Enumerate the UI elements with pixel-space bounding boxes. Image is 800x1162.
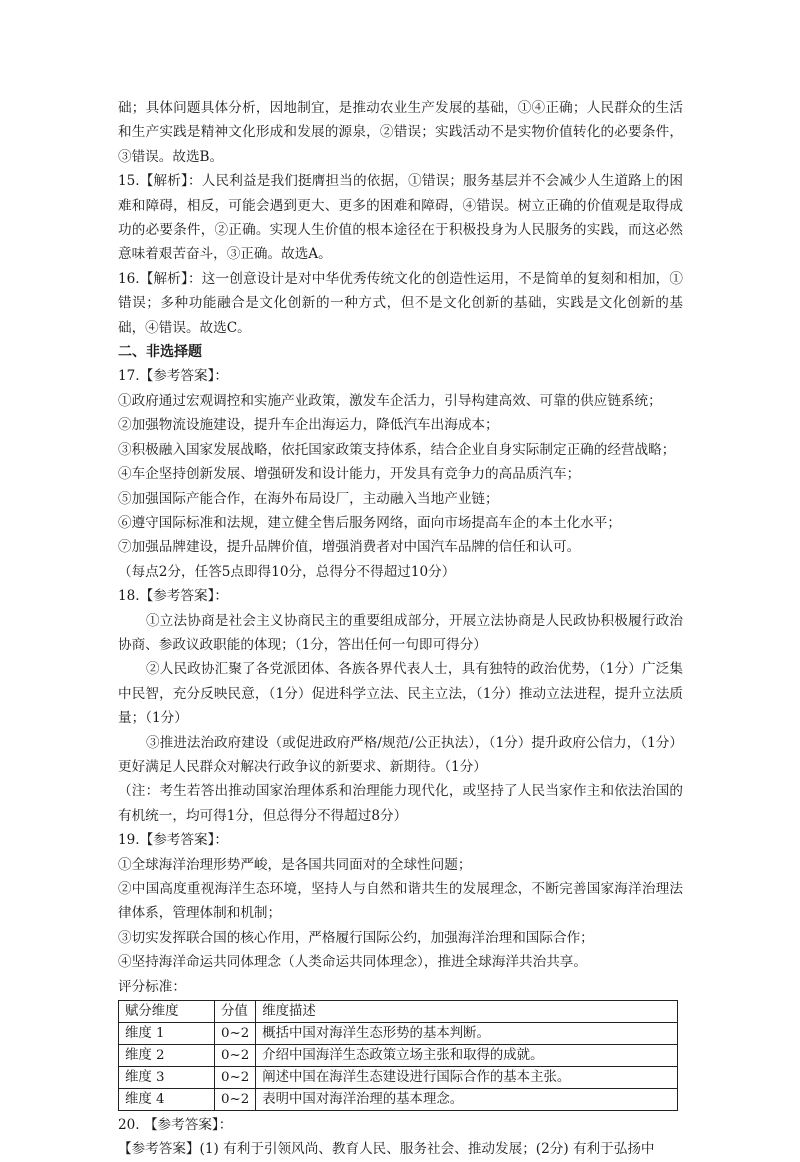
- table-row: [119, 1089, 678, 1111]
- q17-point-1: ①政府通过宏观调控和实施产业政策，激发车企活力，引导构建高效、可靠的供应链系统；: [118, 392, 662, 409]
- q19-point-1: ①全球海洋治理形势严峻，是各国共同面对的全球性问题；: [118, 856, 472, 873]
- q18-heading: 18.【参考答案】：: [118, 588, 228, 605]
- table-row: [119, 1067, 678, 1089]
- q18-note: （注：考生若答出推动国家治理体系和治理能力现代化，或坚持了人民当家作主和依法治国的有机统一，均可得1分，但总得分不得超过8分）: [118, 783, 683, 824]
- q19-point-4: ④坚持海洋命运共同体理念（人类命运共同体理念），推进全球海洋共治共享。: [118, 954, 587, 971]
- q17-point-5: ⑤加强国际产能合作，在海外布局设厂，主动融入当地产业链；: [118, 490, 499, 507]
- paragraph-16: 16.【解析】：这一创意设计是对中华优秀传统文化的创造性运用，不是简单的复刻和相加，①错误；多种功能融合是文化创新的一种方式，但不是文化创新的基础，实践是文化创新的基础，④错误。故选C。: [118, 270, 683, 336]
- q20-text: 【参考答案】(1) 有利于引领风尚、教育人民、服务社会、推动发展；(2分) 有利于弘扬中: [118, 1141, 655, 1158]
- q19-point-2: ②中国高度重视海洋生态环境，坚持人与自然和谐共生的发展理念，不断完善国家海洋治理法律体系，管理体制和机制；: [118, 881, 683, 922]
- table-row: [119, 1045, 678, 1067]
- paragraph-14-end: 础；具体问题具体分析，因地制宜，是推动农业生产发展的基础，①④正确；人民群众的生活和生产实践是精神文化形成和发展的源泉，②错误；实践活动不是实物价值转化的必要条件，③错误。故选B。: [118, 100, 683, 165]
- table-header-cell: 赋分维度: [119, 1001, 215, 1023]
- table-row: [119, 1023, 678, 1045]
- q17-heading: 17.【参考答案】：: [118, 368, 228, 385]
- table-cell: 0~2: [215, 1089, 256, 1111]
- table-cell: 维度 4: [119, 1089, 215, 1111]
- table-cell: 维度 1: [119, 1023, 215, 1045]
- table-header-cell: 维度描述: [256, 1001, 678, 1023]
- q17-point-6: ⑥遵守国际标准和法规，建立健全售后服务网络，面向市场提高车企的本土化水平；: [118, 514, 621, 531]
- table-cell: 0~2: [215, 1023, 256, 1045]
- table-header-cell: 分值: [215, 1001, 256, 1023]
- q17-note: （每点2分，任答5点即得10分，总得分不得超过10分）: [118, 563, 456, 580]
- table-cell: 概括中国对海洋生态形势的基本判断。: [256, 1023, 678, 1045]
- q17-point-3: ③积极融入国家发展战略，依托国家政策支持体系，结合企业自身实际制定正确的经营战略；: [118, 441, 676, 458]
- table-cell: 介绍中国海洋生态政策立场主张和取得的成就。: [256, 1045, 678, 1067]
- q17-point-2: ②加强物流设施建设，提升车企出海运力，降低汽车出海成本；: [118, 417, 499, 434]
- q18-point-1: ①立法协商是社会主义协商民主的重要组成部分，开展立法协商是人民政协积极履行政治协商、参政议政职能的体现；（1分，答出任何一句即可得分）: [118, 612, 683, 653]
- q20-heading: 20. 【参考答案】：: [118, 1117, 233, 1134]
- q17-point-4: ④车企坚持创新发展、增强研发和设计能力，开发具有竞争力的高品质汽车；: [118, 466, 581, 483]
- q19-heading: 19.【参考答案】：: [118, 832, 228, 849]
- table-cell: 表明中国对海洋治理的基本理念。: [256, 1089, 678, 1111]
- table-cell: 0~2: [215, 1067, 256, 1089]
- q17-point-7: ⑦加强品牌建设，提升品牌价值，增强消费者对中国汽车品牌的信任和认可。: [118, 539, 581, 556]
- scoring-table: [118, 1000, 678, 1111]
- document-content: [118, 96, 683, 1162]
- table-cell: 0~2: [215, 1045, 256, 1067]
- table-header-row: [119, 1001, 678, 1023]
- q18-point-3: ③推进法治政府建设（或促进政府严格/规范/公正执法），（1分）提升政府公信力，（1分）更好满足人民群众对解决行政争议的新要求、新期待。（1分）: [118, 734, 683, 775]
- scoring-label: 评分标准：: [118, 978, 186, 995]
- table-cell: 阐述中国在海洋生态建设进行国际合作的基本主张。: [256, 1067, 678, 1089]
- q19-point-3: ③切实发挥联合国的核心作用，严格履行国际公约，加强海洋治理和国际合作；: [118, 929, 594, 946]
- table-cell: 维度 2: [119, 1045, 215, 1067]
- table-cell: 维度 3: [119, 1067, 215, 1089]
- section-heading: 二、非选择题: [118, 344, 202, 361]
- q18-point-2: ②人民政协汇聚了各党派团体、各族各界代表人士，具有独特的政治优势，（1分）广泛集中民智，充分反映民意，（1分）促进科学立法、民主立法，（1分）推动立法进程，提升立法质量；（1分）: [118, 661, 683, 727]
- paragraph-15: 15.【解析】：人民利益是我们挺膺担当的依据，①错误；服务基层并不会减少人生道路上的困难和障碍，相反，可能会遇到更大、更多的困难和障碍，④错误。树立正确的价值观是取得成功的必要条件，②正确。实现人生价值的根本途径在于积极投身为人民服务的实践，而这必然意味着艰苦奋斗，③正确。故选A。: [118, 173, 683, 263]
